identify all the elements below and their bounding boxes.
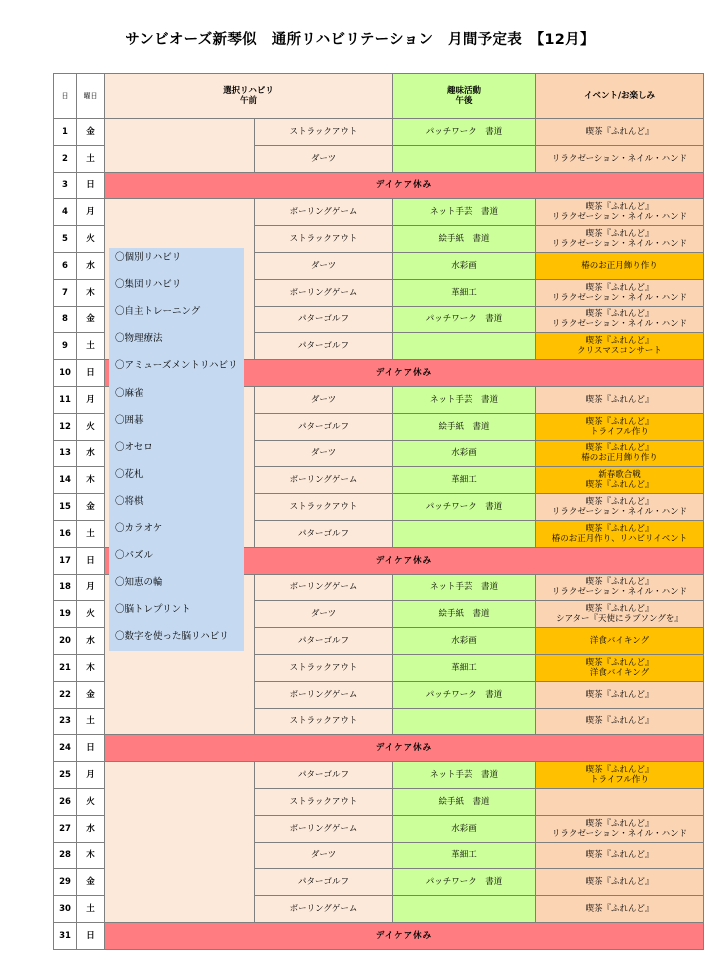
am-program: パターゴルフ: [255, 628, 393, 655]
hobby-activity: ネット手芸 書道: [393, 762, 536, 789]
hobby-activity: 水彩画: [393, 628, 536, 655]
weekday: 火: [77, 601, 105, 628]
hobby-activity: パッチワーク 書道: [393, 681, 536, 708]
hobby-activity: 絵手紙 書道: [393, 601, 536, 628]
event-line-2: リラクゼーション・ネイル・ハンド: [551, 507, 688, 518]
rehab-menu-item: 〇個別リハビリ: [115, 252, 182, 263]
event-line-1: 喫茶『ふれんど』: [585, 604, 654, 615]
day-number: 3: [54, 172, 77, 199]
weekday: 土: [77, 896, 105, 923]
hobby-activity: 絵手紙 書道: [393, 413, 536, 440]
header-am-sub: 午前: [239, 96, 257, 106]
event-cell: [536, 386, 704, 413]
weekday: 日: [77, 735, 105, 762]
event-line-1: 新春歌合戦: [598, 470, 641, 481]
event-line-1: 喫茶『ふれんど』: [585, 877, 654, 888]
header-event: イベント/お楽しみ: [536, 74, 704, 119]
day-number: 19: [54, 601, 77, 628]
event-cell: [536, 252, 704, 279]
day-number: 31: [54, 922, 77, 949]
header-weekday: 曜日: [77, 74, 105, 119]
event-line-1: 喫茶『ふれんど』: [585, 126, 654, 137]
hobby-activity: 革細工: [393, 467, 536, 494]
event-line-1: 喫茶『ふれんど』: [585, 309, 654, 320]
table-row: [54, 735, 704, 762]
event-line-2: 洋食バイキング: [589, 667, 650, 678]
rehab-menu-item: 〇脳トレプリント: [115, 604, 191, 616]
day-number: 18: [54, 574, 77, 601]
am-program: パターゴルフ: [255, 869, 393, 896]
event-line-2: リラクゼーション・ネイル・ハンド: [551, 239, 688, 250]
rehab-menu-box: [109, 248, 244, 651]
event-cell: [536, 145, 704, 172]
event-line-1: 喫茶『ふれんど』: [585, 716, 654, 727]
day-number: 8: [54, 306, 77, 333]
rehab-menu-item: 〇数字を使った脳リハビリ: [115, 631, 229, 643]
event-cell: [536, 306, 704, 333]
closed-day-banner: デイケア休み: [105, 735, 704, 762]
weekday: 木: [77, 467, 105, 494]
header-hobby: [393, 74, 536, 119]
event-line-1: 喫茶『ふれんど』: [585, 689, 654, 700]
weekday: 火: [77, 226, 105, 253]
event-cell: [536, 494, 704, 521]
event-cell: [536, 681, 704, 708]
weekday: 土: [77, 708, 105, 735]
header-am: [105, 74, 393, 119]
hobby-activity: 革細工: [393, 842, 536, 869]
table-row: [54, 922, 704, 949]
hobby-activity: 絵手紙 書道: [393, 226, 536, 253]
am-program: ストラックアウト: [255, 119, 393, 146]
weekday: 木: [77, 654, 105, 681]
day-number: 11: [54, 386, 77, 413]
event-line-2: トライフル作り: [590, 426, 649, 437]
am-program: パターゴルフ: [255, 762, 393, 789]
event-line-1: 喫茶『ふれんど』: [585, 765, 654, 776]
weekday: 木: [77, 279, 105, 306]
closed-day-banner: デイケア休み: [105, 922, 704, 949]
event-cell: [536, 119, 704, 146]
page-title: サンビオーズ新琴似 通所リハビリテーション 月間予定表 【12月】: [125, 32, 595, 48]
event-cell: [536, 226, 704, 253]
weekday: 木: [77, 842, 105, 869]
hobby-activity: パッチワーク 書道: [393, 869, 536, 896]
am-program: ダーツ: [255, 440, 393, 467]
event-cell: [536, 440, 704, 467]
hobby-activity: パッチワーク 書道: [393, 306, 536, 333]
weekday: 金: [77, 119, 105, 146]
am-program: ダーツ: [255, 601, 393, 628]
hobby-activity: 水彩画: [393, 252, 536, 279]
day-number: 13: [54, 440, 77, 467]
event-cell: [536, 279, 704, 306]
day-number: 7: [54, 279, 77, 306]
event-line-2: リラクゼーション・ネイル・ハンド: [551, 319, 688, 330]
event-line-2: 椿のお正月作り、リハビリイベント: [551, 533, 688, 544]
am-program: ボーリングゲーム: [255, 896, 393, 923]
day-number: 1: [54, 119, 77, 146]
weekday: 月: [77, 386, 105, 413]
event-line-1: 喫茶『ふれんど』: [585, 443, 654, 454]
hobby-activity: 絵手紙 書道: [393, 788, 536, 815]
weekday: 土: [77, 333, 105, 360]
day-number: 20: [54, 628, 77, 655]
rehab-menu-item: 〇カラオケ: [115, 523, 163, 534]
am-program: ストラックアウト: [255, 788, 393, 815]
day-number: 15: [54, 494, 77, 521]
day-number: 29: [54, 869, 77, 896]
weekday: 金: [77, 869, 105, 896]
day-number: 16: [54, 520, 77, 547]
event-line-1: 洋食バイキング: [589, 636, 650, 647]
header-day: 日: [54, 74, 77, 119]
event-line-2: リラクゼーション・ネイル・ハンド: [551, 212, 688, 223]
event-line-2: リラクゼーション・ネイル・ハンド: [551, 292, 688, 303]
event-cell: [536, 574, 704, 601]
am-program: パターゴルフ: [255, 333, 393, 360]
am-program: パターゴルフ: [255, 520, 393, 547]
closed-day-banner: デイケア休み: [105, 547, 704, 574]
am-merged-cell: [105, 119, 255, 173]
event-cell: [536, 413, 704, 440]
event-line-2: シアター『天使にラブソングを』: [556, 614, 683, 625]
hobby-activity: ネット手芸 書道: [393, 386, 536, 413]
hobby-activity: ネット手芸 書道: [393, 199, 536, 226]
rehab-menu-item: 〇囲碁: [115, 414, 144, 426]
event-line-1: 喫茶『ふれんど』: [585, 523, 654, 534]
hobby-activity: [393, 333, 536, 360]
event-line-1: 喫茶『ふれんど』: [585, 229, 654, 240]
event-line-2: 喫茶『ふれんど』: [585, 480, 654, 491]
header-row: [54, 74, 704, 119]
event-cell: [536, 654, 704, 681]
am-program: ダーツ: [255, 145, 393, 172]
am-merged-cell: [105, 762, 255, 923]
am-program: パターゴルフ: [255, 306, 393, 333]
day-number: 10: [54, 360, 77, 387]
weekday: 水: [77, 252, 105, 279]
weekday: 水: [77, 815, 105, 842]
weekday: 火: [77, 413, 105, 440]
rehab-menu-item: 〇自主トレーニング: [115, 306, 201, 318]
header-hobby-title: 趣味活動: [446, 86, 481, 96]
weekday: 日: [77, 547, 105, 574]
day-number: 21: [54, 654, 77, 681]
am-program: ボーリングゲーム: [255, 279, 393, 306]
day-number: 6: [54, 252, 77, 279]
event-line-1: 喫茶『ふれんど』: [585, 394, 654, 405]
closed-day-banner: デイケア休み: [105, 172, 704, 199]
event-line-1: 喫茶『ふれんど』: [585, 904, 654, 914]
rehab-menu-item: 〇将棋: [115, 495, 144, 507]
event-cell: [536, 896, 704, 923]
hobby-activity: [393, 708, 536, 735]
hobby-activity: 水彩画: [393, 440, 536, 467]
table-row: [54, 119, 704, 146]
event-line-1: 喫茶『ふれんど』: [585, 202, 654, 213]
event-cell: [536, 333, 704, 360]
event-line-2: リラクゼーション・ネイル・ハンド: [551, 587, 688, 598]
closed-day-banner: デイケア休み: [105, 360, 704, 387]
hobby-activity: [393, 145, 536, 172]
am-program: ダーツ: [255, 252, 393, 279]
weekday: 土: [77, 520, 105, 547]
header-am-title: 選択リハビリ: [223, 86, 274, 96]
weekday: 日: [77, 360, 105, 387]
day-number: 24: [54, 735, 77, 762]
rehab-menu-item: 〇花札: [115, 468, 144, 480]
weekday: 水: [77, 440, 105, 467]
day-number: 22: [54, 681, 77, 708]
day-number: 12: [54, 413, 77, 440]
am-program: ストラックアウト: [255, 494, 393, 521]
am-program: ボーリングゲーム: [255, 681, 393, 708]
event-cell: [536, 601, 704, 628]
event-cell: [536, 520, 704, 547]
event-cell: [536, 199, 704, 226]
day-number: 2: [54, 145, 77, 172]
event-line-1: 喫茶『ふれんど』: [585, 577, 654, 588]
weekday: 日: [77, 172, 105, 199]
hobby-activity: 革細工: [393, 279, 536, 306]
event-line-2: トライフル作り: [590, 775, 649, 786]
rehab-menu-item: 〇パズル: [115, 550, 154, 562]
am-program: ボーリングゲーム: [255, 467, 393, 494]
am-program: ストラックアウト: [255, 226, 393, 253]
weekday: 金: [77, 494, 105, 521]
am-program: ストラックアウト: [255, 654, 393, 681]
event-cell: [536, 762, 704, 789]
day-number: 9: [54, 333, 77, 360]
hobby-activity: [393, 520, 536, 547]
rehab-menu-item: 〇オセロ: [115, 441, 153, 453]
event-line-1: 喫茶『ふれんど』: [585, 850, 654, 861]
day-number: 27: [54, 815, 77, 842]
weekday: 月: [77, 762, 105, 789]
event-line-1: 喫茶『ふれんど』: [585, 336, 654, 347]
event-cell: [536, 842, 704, 869]
rehab-menu-item: 〇麻雀: [115, 387, 144, 399]
day-number: 14: [54, 467, 77, 494]
weekday: 月: [77, 199, 105, 226]
event-cell: [536, 467, 704, 494]
event-line-1: 椿のお正月飾り作り: [581, 260, 658, 271]
am-program: ダーツ: [255, 842, 393, 869]
day-number: 25: [54, 762, 77, 789]
day-number: 17: [54, 547, 77, 574]
event-cell: [536, 628, 704, 655]
rehab-menu-item: 〇物理療法: [115, 333, 163, 345]
am-program: ボーリングゲーム: [255, 815, 393, 842]
event-line-1: 喫茶『ふれんど』: [585, 657, 654, 668]
event-line-1: 喫茶『ふれんど』: [585, 497, 654, 508]
event-cell: [536, 869, 704, 896]
event-cell: [536, 815, 704, 842]
event-line-1: 喫茶『ふれんど』: [585, 282, 654, 293]
day-number: 23: [54, 708, 77, 735]
event-cell: [536, 788, 704, 815]
day-number: 28: [54, 842, 77, 869]
am-program: ボーリングゲーム: [255, 199, 393, 226]
rehab-menu-item: 〇知恵の輪: [115, 577, 163, 589]
hobby-activity: ネット手芸 書道: [393, 574, 536, 601]
weekday: 水: [77, 628, 105, 655]
weekday: 日: [77, 922, 105, 949]
am-program: パターゴルフ: [255, 413, 393, 440]
hobby-activity: 水彩画: [393, 815, 536, 842]
weekday: 金: [77, 306, 105, 333]
event-cell: [536, 708, 704, 735]
rehab-menu-item: 〇集団リハビリ: [115, 279, 182, 291]
table-row: [54, 199, 704, 226]
am-program: ストラックアウト: [255, 708, 393, 735]
day-number: 5: [54, 226, 77, 253]
rehab-menu-item: 〇アミューズメントリハビリ: [115, 360, 238, 372]
am-program: ボーリングゲーム: [255, 574, 393, 601]
hobby-activity: パッチワーク 書道: [393, 494, 536, 521]
header-hobby-sub: 午後: [455, 96, 473, 106]
weekday: 土: [77, 145, 105, 172]
event-line-1: リラクゼーション・ネイル・ハンド: [551, 153, 688, 164]
event-line-2: 椿のお正月飾り作り: [581, 453, 658, 464]
event-line-2: リラクゼーション・ネイル・ハンド: [551, 828, 688, 839]
am-program: ダーツ: [255, 386, 393, 413]
day-number: 4: [54, 199, 77, 226]
event-line-1: 喫茶『ふれんど』: [585, 416, 654, 427]
weekday: 金: [77, 681, 105, 708]
weekday: 火: [77, 788, 105, 815]
day-number: 26: [54, 788, 77, 815]
weekday: 月: [77, 574, 105, 601]
event-line-1: 喫茶『ふれんど』: [585, 818, 654, 829]
hobby-activity: 革細工: [393, 654, 536, 681]
table-row: [54, 172, 704, 199]
table-row: [54, 762, 704, 789]
event-line-2: クリスマスコンサート: [577, 346, 662, 357]
hobby-activity: [393, 896, 536, 923]
day-number: 30: [54, 896, 77, 923]
hobby-activity: パッチワーク 書道: [393, 119, 536, 146]
